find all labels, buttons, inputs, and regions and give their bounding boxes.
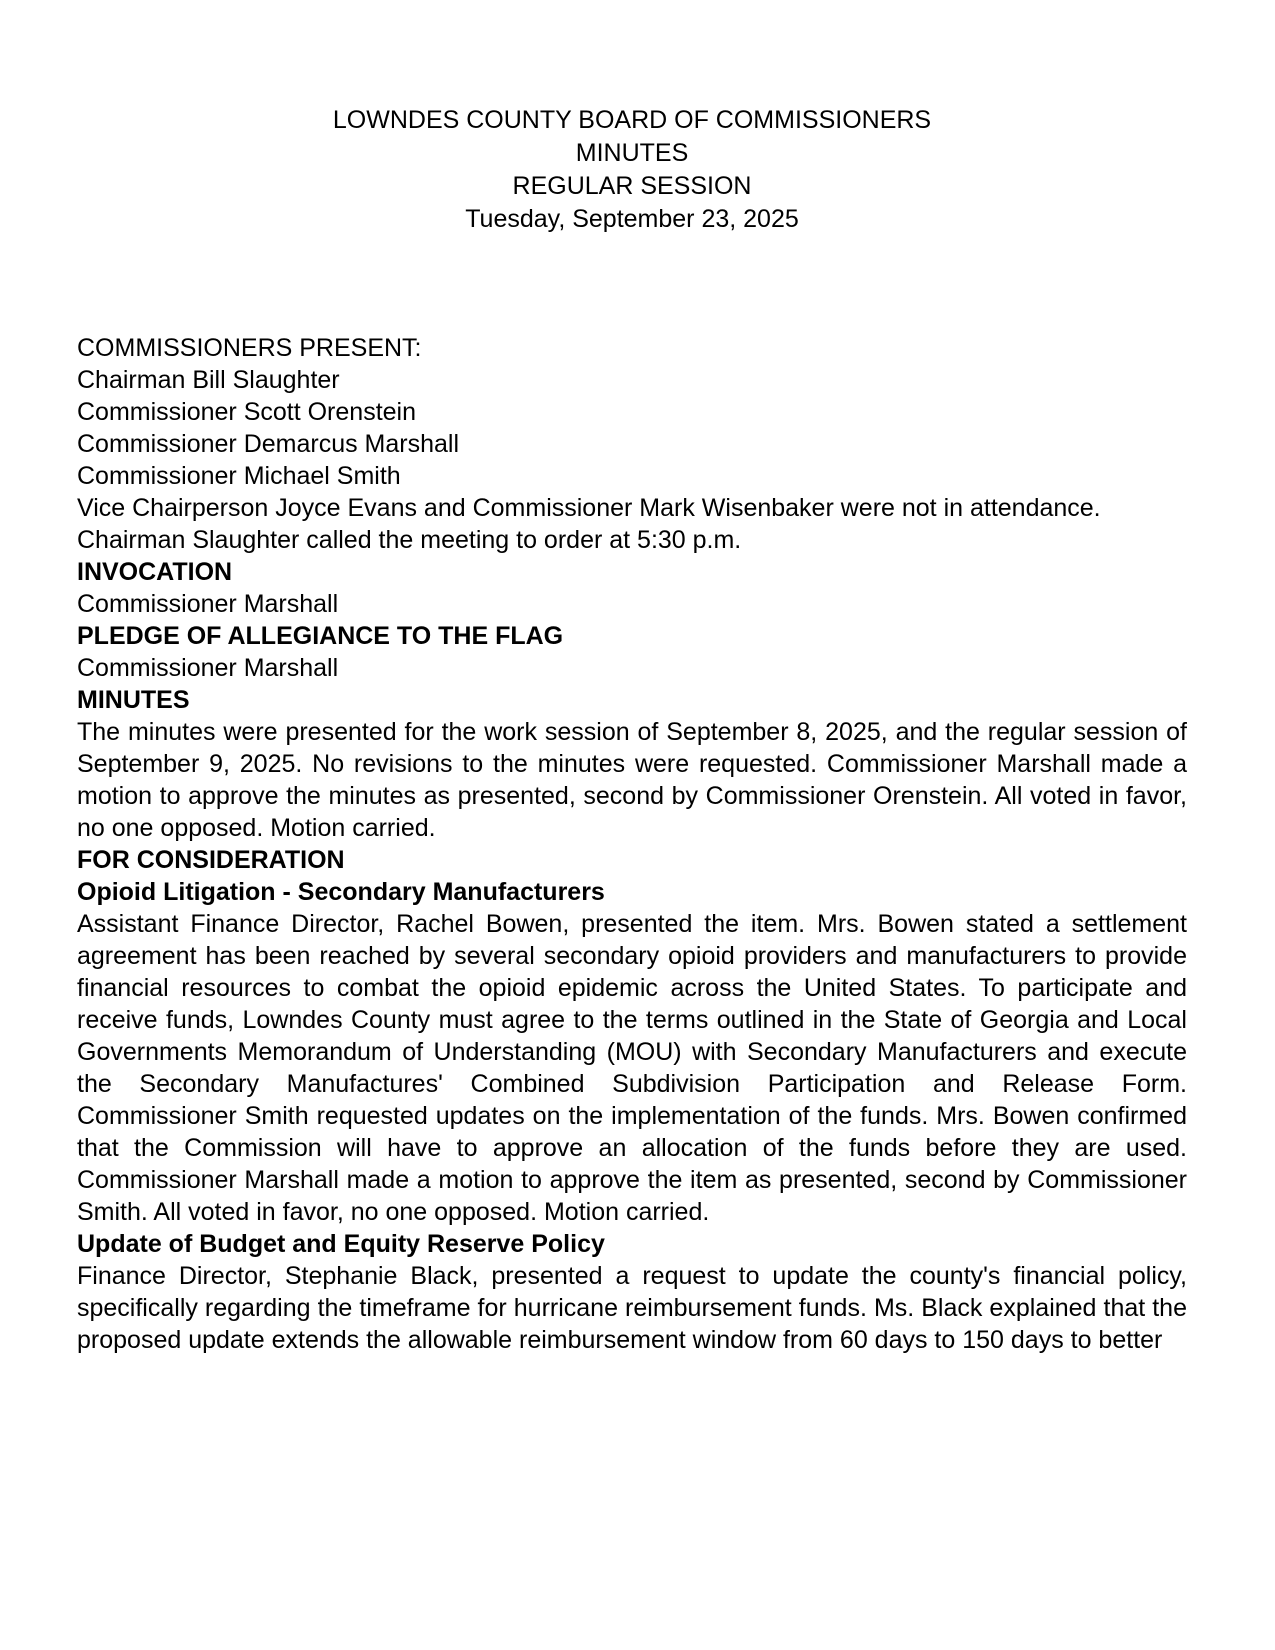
- minutes-heading: MINUTES: [77, 686, 190, 714]
- pledge-heading: PLEDGE OF ALLEGIANCE TO THE FLAG: [77, 622, 564, 650]
- commissioner-name: Commissioner Michael Smith: [77, 462, 401, 490]
- invocation-section: [77, 556, 1187, 620]
- opioid-litigation-section: [77, 876, 1187, 1228]
- title-line-organization: LOWNDES COUNTY BOARD OF COMMISSIONERS: [332, 106, 932, 134]
- minutes-section: [77, 684, 1187, 844]
- commissioner-name: Commissioner Scott Orenstein: [77, 398, 417, 426]
- document-title-block: [77, 104, 1187, 236]
- commissioners-present-label: COMMISSIONERS PRESENT:: [77, 334, 422, 362]
- minutes-paragraph: The minutes were presented for the work session of September 8, 2025, and the regular session of September 9, 2025. No revisions to the minutes were requested. Commissioner Marshall made a motion to approve the minutes as presented, second by Commissioner Orenstein. All voted in favor, no one opposed. Motion carried.: [77, 718, 1187, 842]
- commissioners-present-list: [77, 332, 1187, 492]
- call-to-order-note: Chairman Slaughter called the meeting to order at 5:30 p.m.: [77, 526, 742, 554]
- title-line-date: Tuesday, September 23, 2025: [465, 205, 799, 233]
- for-consideration-heading: FOR CONSIDERATION: [77, 846, 345, 874]
- opioid-litigation-paragraph: Assistant Finance Director, Rachel Bowen, presented the item. Mrs. Bowen stated a settlement agreement has been reached by several secondary opioid providers and manufacturers to provide financial resources to combat the opioid epidemic across the United States. To participate and receive funds, Lowndes County must agree to the terms outlined in the State of Georgia and Local Governments Memorandum of Understanding (MOU) with Secondary Manufacturers and execute the Secondary Manufactures' Combined Subdivision Participation and Release Form. Commissioner Smith requested updates on the implementation of the funds. Mrs. Bowen confirmed that the Commission will have to approve an allocation of the funds before they are used. Commissioner Marshall made a motion to approve the item as presented, second by Commissioner Smith. All voted in favor, no one opposed. Motion carried.: [77, 910, 1187, 1226]
- title-line-doc-type: MINUTES: [575, 139, 689, 167]
- budget-policy-section: [77, 1228, 1187, 1356]
- pledge-presenter: Commissioner Marshall: [77, 654, 339, 682]
- commissioner-name: Chairman Bill Slaughter: [77, 366, 340, 394]
- opioid-litigation-heading: Opioid Litigation - Secondary Manufacturers: [77, 878, 605, 906]
- budget-policy-paragraph: Finance Director, Stephanie Black, presented a request to update the county's financial policy, specifically regarding the timeframe for hurricane reimbursement funds. Ms. Black explained that the proposed update extends the allowable reimbursement window from 60 days to 150 days to better: [77, 1262, 1187, 1354]
- budget-policy-heading: Update of Budget and Equity Reserve Policy: [77, 1230, 605, 1258]
- absent-commissioners-note: Vice Chairperson Joyce Evans and Commissioner Mark Wisenbaker were not in attendance.: [77, 494, 1101, 522]
- invocation-presenter: Commissioner Marshall: [77, 590, 339, 618]
- commissioner-name: Commissioner Demarcus Marshall: [77, 430, 460, 458]
- invocation-heading: INVOCATION: [77, 558, 233, 586]
- title-line-session-type: REGULAR SESSION: [512, 172, 752, 200]
- pledge-section: [77, 620, 1187, 684]
